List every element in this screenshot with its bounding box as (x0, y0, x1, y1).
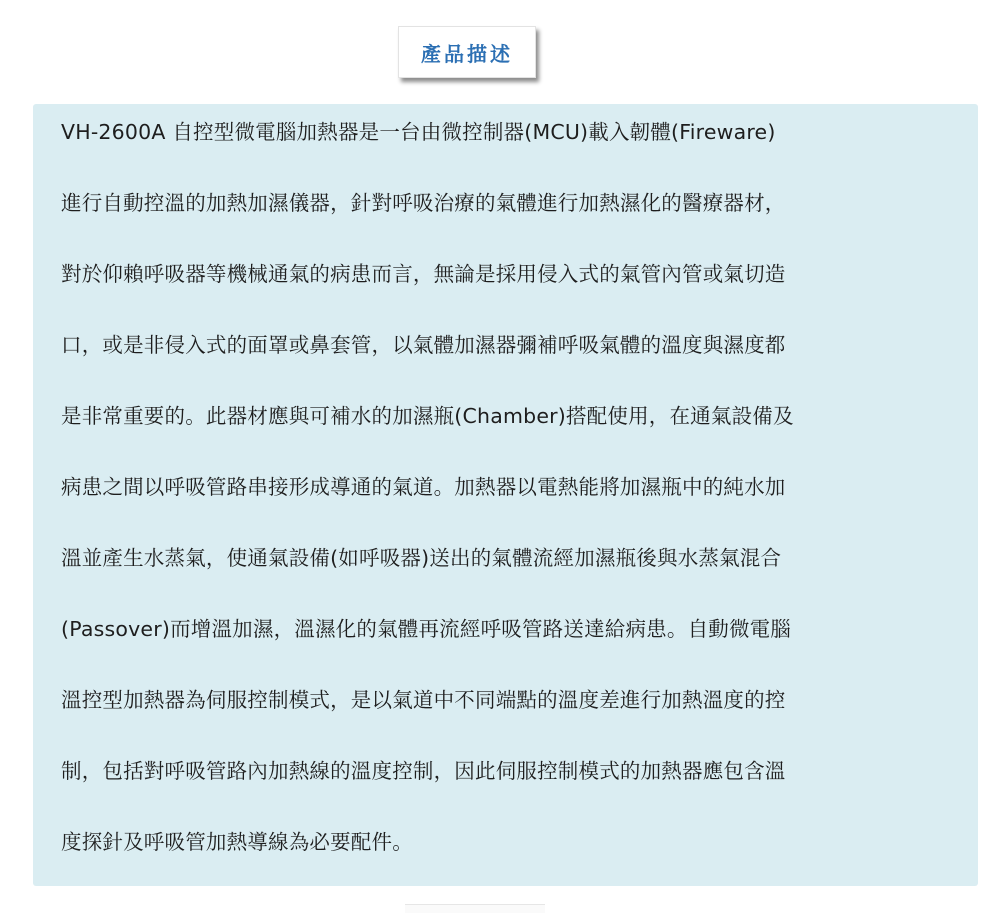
product-description-panel (33, 104, 978, 886)
description-line: 度探針及呼吸管加熱導線為必要配件。 (61, 830, 413, 854)
description-line: 溫控型加熱器為伺服控制模式，是以氣道中不同端點的溫度差進行加熱溫度的控 (61, 688, 786, 712)
description-line: (Passover)而增溫加濕，溫濕化的氣體再流經呼吸管路送達給病患。自動微電腦 (61, 617, 792, 641)
description-line: 進行自動控溫的加熱加濕儀器，針對呼吸治療的氣體進行加熱濕化的醫療器材， (61, 191, 786, 215)
section-title-badge (398, 26, 536, 78)
description-line: 制，包括對呼吸管路內加熱線的溫度控制，因此伺服控制模式的加熱器應包含溫 (61, 759, 786, 783)
description-line: 對於仰賴呼吸器等機械通氣的病患而言，無論是採用侵入式的氣管內管或氣切造 (61, 262, 786, 286)
description-line: 口，或是非侵入式的面罩或鼻套管，以氣體加濕器彌補呼吸氣體的溫度與濕度都 (61, 333, 786, 357)
section-title: 產品描述 (421, 41, 513, 66)
description-line: VH-2600A 自控型微電腦加熱器是一台由微控制器(MCU)載入韌體(Fireware) (61, 120, 776, 144)
description-line: 是非常重要的。此器材應與可補水的加濕瓶(Chamber)搭配使用，在通氣設備及 (61, 404, 794, 428)
description-line: 溫並產生水蒸氣，使通氣設備(如呼吸器)送出的氣體流經加濕瓶後與水蒸氣混合 (61, 546, 782, 570)
description-line: 病患之間以呼吸管路串接形成導通的氣道。加熱器以電熱能將加濕瓶中的純水加 (61, 475, 786, 499)
